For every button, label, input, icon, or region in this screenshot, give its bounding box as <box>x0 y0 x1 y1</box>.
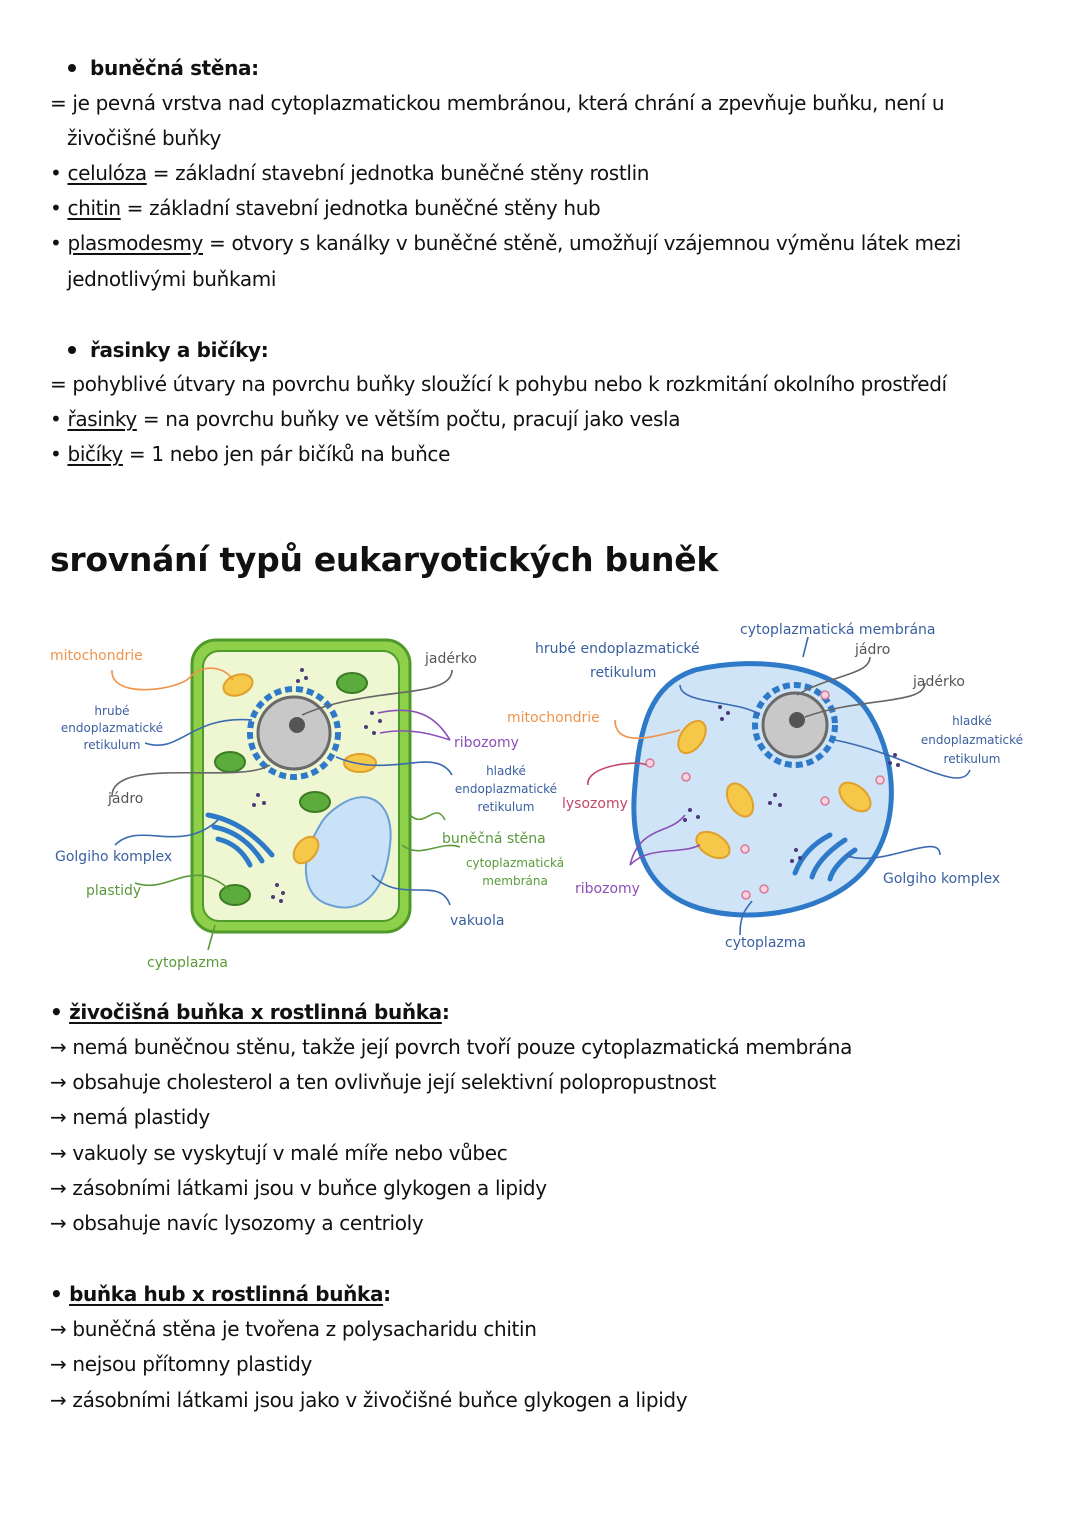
label-vacuole: vakuola <box>450 913 505 929</box>
list-item-continuation: jednotlivými buňkami <box>67 267 277 291</box>
comparison-point: → nemá plastidy <box>50 1105 210 1129</box>
plant-cell-illustration <box>50 640 564 971</box>
label-ribosomes: ribozomy <box>454 735 519 751</box>
bullet-dot <box>68 346 76 354</box>
comparison-point: → vakuoly se vyskytují v malé míře nebo vůbec <box>50 1141 508 1165</box>
label-nucleolus: jadérko <box>425 651 477 667</box>
label-membrane: membrána <box>482 874 548 888</box>
heading-text: buněčná stěna: <box>90 56 259 80</box>
term: celulóza <box>67 161 147 185</box>
bullet: • <box>50 442 62 466</box>
list-item <box>50 441 450 467</box>
cell-comparison-diagram <box>40 605 1040 975</box>
comparison-point: → nemá buněčnou stěnu, takže její povrch tvoří pouze cytoplazmatická membrána <box>50 1035 853 1059</box>
comparison-point: → obsahuje cholesterol a ten ovlivňuje její selektivní polopropustnost <box>50 1070 717 1094</box>
list-item <box>50 406 680 432</box>
bullet: • <box>50 1282 63 1306</box>
term-definition: = základní stavební jednotka buněčné stěny rostlin <box>146 161 650 185</box>
cell-wall-definition-cont: živočišné buňky <box>67 126 221 150</box>
nucleolus-shape <box>289 717 305 733</box>
colon: : <box>441 1000 450 1024</box>
bullet: • <box>50 231 62 255</box>
label-golgi: Golgiho komplex <box>55 849 173 865</box>
label-rough-er: retikulum <box>83 738 141 752</box>
label-smooth-er: endoplazmatické <box>454 782 558 796</box>
label-golgi: Golgiho komplex <box>883 871 1001 887</box>
plastid-shape <box>337 673 367 693</box>
label-rough-er: hrubé endoplazmatické <box>535 641 700 657</box>
term: chitin <box>67 196 121 220</box>
label-rough-er: hrubé <box>94 704 130 718</box>
term: řasinky <box>67 407 137 431</box>
term-definition: = 1 nebo jen pár bičíků na buňce <box>122 442 451 466</box>
plastid-shape <box>220 885 250 905</box>
label-mitochondria: mitochondrie <box>507 710 600 726</box>
plastid-shape <box>300 792 330 812</box>
heading-text: buňka hub x rostlinná buňka <box>69 1282 384 1306</box>
label-nucleolus: jadérko <box>913 674 965 690</box>
label-smooth-er: retikulum <box>943 752 1001 766</box>
label-nucleus: jádro <box>855 642 891 658</box>
comparison-point: → nejsou přítomny plastidy <box>50 1352 313 1376</box>
comparison-point: → zásobními látkami jsou jako v živočišné buňce glykogen a lipidy <box>50 1388 688 1412</box>
list-item <box>50 230 961 256</box>
bullet: • <box>50 161 62 185</box>
label-smooth-er: hladké <box>952 714 992 728</box>
term-definition: = otvory s kanálky v buněčné stěně, umožňují vzájemnou výměnu látek mezi <box>203 231 961 255</box>
term-definition: = základní stavební jednotka buněčné stěny hub <box>120 196 601 220</box>
bullet: • <box>50 407 62 431</box>
heading-text: živočišná buňka x rostlinná buňka <box>69 1000 442 1024</box>
animal-cell-illustration <box>507 622 1023 951</box>
bullet: • <box>50 1000 63 1024</box>
label-mitochondria: mitochondrie <box>50 648 143 664</box>
list-item <box>50 160 649 186</box>
label-cytoplasm: cytoplazma <box>725 935 806 951</box>
nucleolus-shape <box>789 712 805 728</box>
term: plasmodesmy <box>67 231 204 255</box>
mitochondrion-shape <box>344 754 376 772</box>
section-heading-cell-wall <box>50 55 259 81</box>
comparison-point: → obsahuje navíc lysozomy a centrioly <box>50 1211 424 1235</box>
label-smooth-er: retikulum <box>477 800 535 814</box>
label-nucleus: jádro <box>108 791 144 807</box>
label-cell-wall: buněčná stěna <box>442 831 546 847</box>
cell-wall-definition: = je pevná vrstva nad cytoplazmatickou membránou, která chrání a zpevňuje buňku, není u <box>50 91 945 115</box>
label-lysosomes: lysozomy <box>562 796 628 812</box>
bullet-dot <box>68 64 76 72</box>
term-definition: = na povrchu buňky ve větším počtu, pracují jako vesla <box>136 407 681 431</box>
list-item <box>50 195 600 221</box>
colon: : <box>383 1282 391 1306</box>
comparison-point: → zásobními látkami jsou v buňce glykogen a lipidy <box>50 1176 547 1200</box>
label-smooth-er: hladké <box>486 764 526 778</box>
label-membrane: cytoplazmatická membrána <box>740 622 936 638</box>
label-ribosomes: ribozomy <box>575 881 640 897</box>
label-rough-er: retikulum <box>590 665 657 681</box>
comparison-point: → buněčná stěna je tvořena z polysacharidu chitin <box>50 1317 537 1341</box>
label-membrane: cytoplazmatická <box>465 856 565 870</box>
comparison-heading-animal-plant <box>50 999 449 1025</box>
cilia-definition: = pohyblivé útvary na povrchu buňky sloužící k pohybu nebo k rozkmitání okolního prostředí <box>50 372 947 396</box>
heading-text: řasinky a bičíky: <box>90 338 269 362</box>
comparison-heading-fungi-plant <box>50 1281 391 1307</box>
bullet: • <box>50 196 62 220</box>
term: bičíky <box>67 442 123 466</box>
label-rough-er: endoplazmatické <box>60 721 164 735</box>
label-plastids: plastidy <box>86 883 142 899</box>
section-title: srovnání typů eukaryotických buněk <box>50 540 718 579</box>
plastid-shape <box>215 752 245 772</box>
label-smooth-er: endoplazmatické <box>920 733 1024 747</box>
section-heading-cilia <box>50 337 268 363</box>
label-cytoplasm: cytoplazma <box>147 955 228 971</box>
